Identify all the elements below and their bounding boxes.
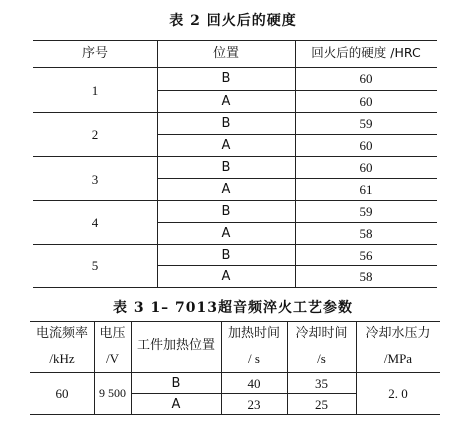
- table2-position-cell: B: [221, 160, 231, 175]
- table3-cool-time-cell: 25: [315, 397, 328, 412]
- table2-header-rule: [33, 67, 437, 68]
- table2-row-no: 1: [91, 83, 99, 98]
- table2-row-rule: [157, 178, 437, 179]
- table3-frequency-value: 60: [55, 386, 69, 401]
- table3-header-frequency: 电流频率: [35, 326, 88, 341]
- table3-header-cool-time: 冷却时间: [295, 326, 348, 341]
- table3-header-pressure-unit: /MPa: [383, 351, 413, 366]
- table2-position-cell: A: [221, 182, 231, 197]
- table2-position-cell: B: [221, 116, 231, 131]
- table2-hardness-cell: 60: [359, 138, 373, 153]
- table2-hardness-cell: 58: [359, 226, 373, 241]
- table3-caption: 表 3 1– 7013超音频淬火工艺参数: [112, 300, 354, 316]
- table2-group-rule: [33, 112, 437, 113]
- table2-position-cell: A: [221, 138, 231, 153]
- table2-header-no: 序号: [81, 46, 108, 61]
- table3-heat-time-cell: 23: [247, 397, 261, 412]
- table3-header-heat-unit: / s: [248, 351, 260, 366]
- table2-position-cell: A: [221, 269, 231, 284]
- table2-hardness-cell: 60: [359, 160, 373, 175]
- table2-header-position: 位置: [212, 46, 239, 61]
- table3-header-voltage-unit: /V: [106, 351, 119, 366]
- table3-header-position: 工件加热位置: [136, 338, 215, 353]
- table2-row-no: 3: [91, 172, 99, 187]
- table3-row-rule: [131, 393, 356, 394]
- table3-header-cool-unit: /s: [317, 351, 326, 366]
- table2-hardness-cell: 60: [359, 71, 373, 86]
- table2-hardness-cell: 58: [359, 269, 373, 284]
- table3-cool-time-cell: 35: [315, 376, 328, 391]
- table3-position-cell: A: [171, 397, 181, 412]
- table3-header-heat-time: 加热时间: [227, 326, 280, 341]
- table2-hardness-cell: 59: [359, 116, 373, 131]
- table3-bottom-rule: [30, 414, 440, 415]
- table2-row-rule: [157, 222, 437, 223]
- table2-hardness-cell: 56: [359, 248, 373, 263]
- table2-row-rule: [157, 134, 437, 135]
- table2-header-hardness: 回火后的硬度 /HRC: [311, 45, 421, 60]
- table3-heat-time-cell: 40: [247, 376, 261, 391]
- table3-header-voltage: 电压: [99, 326, 126, 341]
- table2-group-rule: [33, 244, 437, 245]
- table2-position-cell: A: [221, 226, 231, 241]
- table2-position-cell: B: [221, 248, 231, 263]
- table3-header-rule: [30, 372, 440, 373]
- table2-bottom-rule: [33, 287, 437, 288]
- table3-top-rule: [30, 321, 440, 322]
- table2-top-rule: [33, 40, 437, 41]
- table2-hardness-cell: 60: [359, 94, 373, 109]
- table3-voltage-value: 9 500: [99, 386, 126, 400]
- table2-row-rule: [157, 90, 437, 91]
- table2-position-cell: A: [221, 94, 231, 109]
- table3-pressure-value: 2. 0: [388, 386, 408, 401]
- table2-row-no: 2: [91, 127, 99, 142]
- table2-position-cell: B: [221, 204, 231, 219]
- table3-position-cell: B: [171, 376, 181, 391]
- table2-row-no: 4: [91, 215, 99, 230]
- table2-hardness-cell: 61: [359, 182, 373, 197]
- table2-row-no: 5: [91, 258, 99, 273]
- table2-group-rule: [33, 156, 437, 157]
- table2-hardness-cell: 59: [359, 204, 373, 219]
- table2-caption: 表 2 回火后的硬度: [169, 13, 297, 29]
- table2-position-cell: B: [221, 71, 231, 86]
- table3-header-frequency-unit: /kHz: [49, 351, 75, 366]
- table2-group-rule: [33, 200, 437, 201]
- table2-row-rule: [157, 265, 437, 266]
- table3-header-pressure: 冷却水压力: [365, 326, 431, 341]
